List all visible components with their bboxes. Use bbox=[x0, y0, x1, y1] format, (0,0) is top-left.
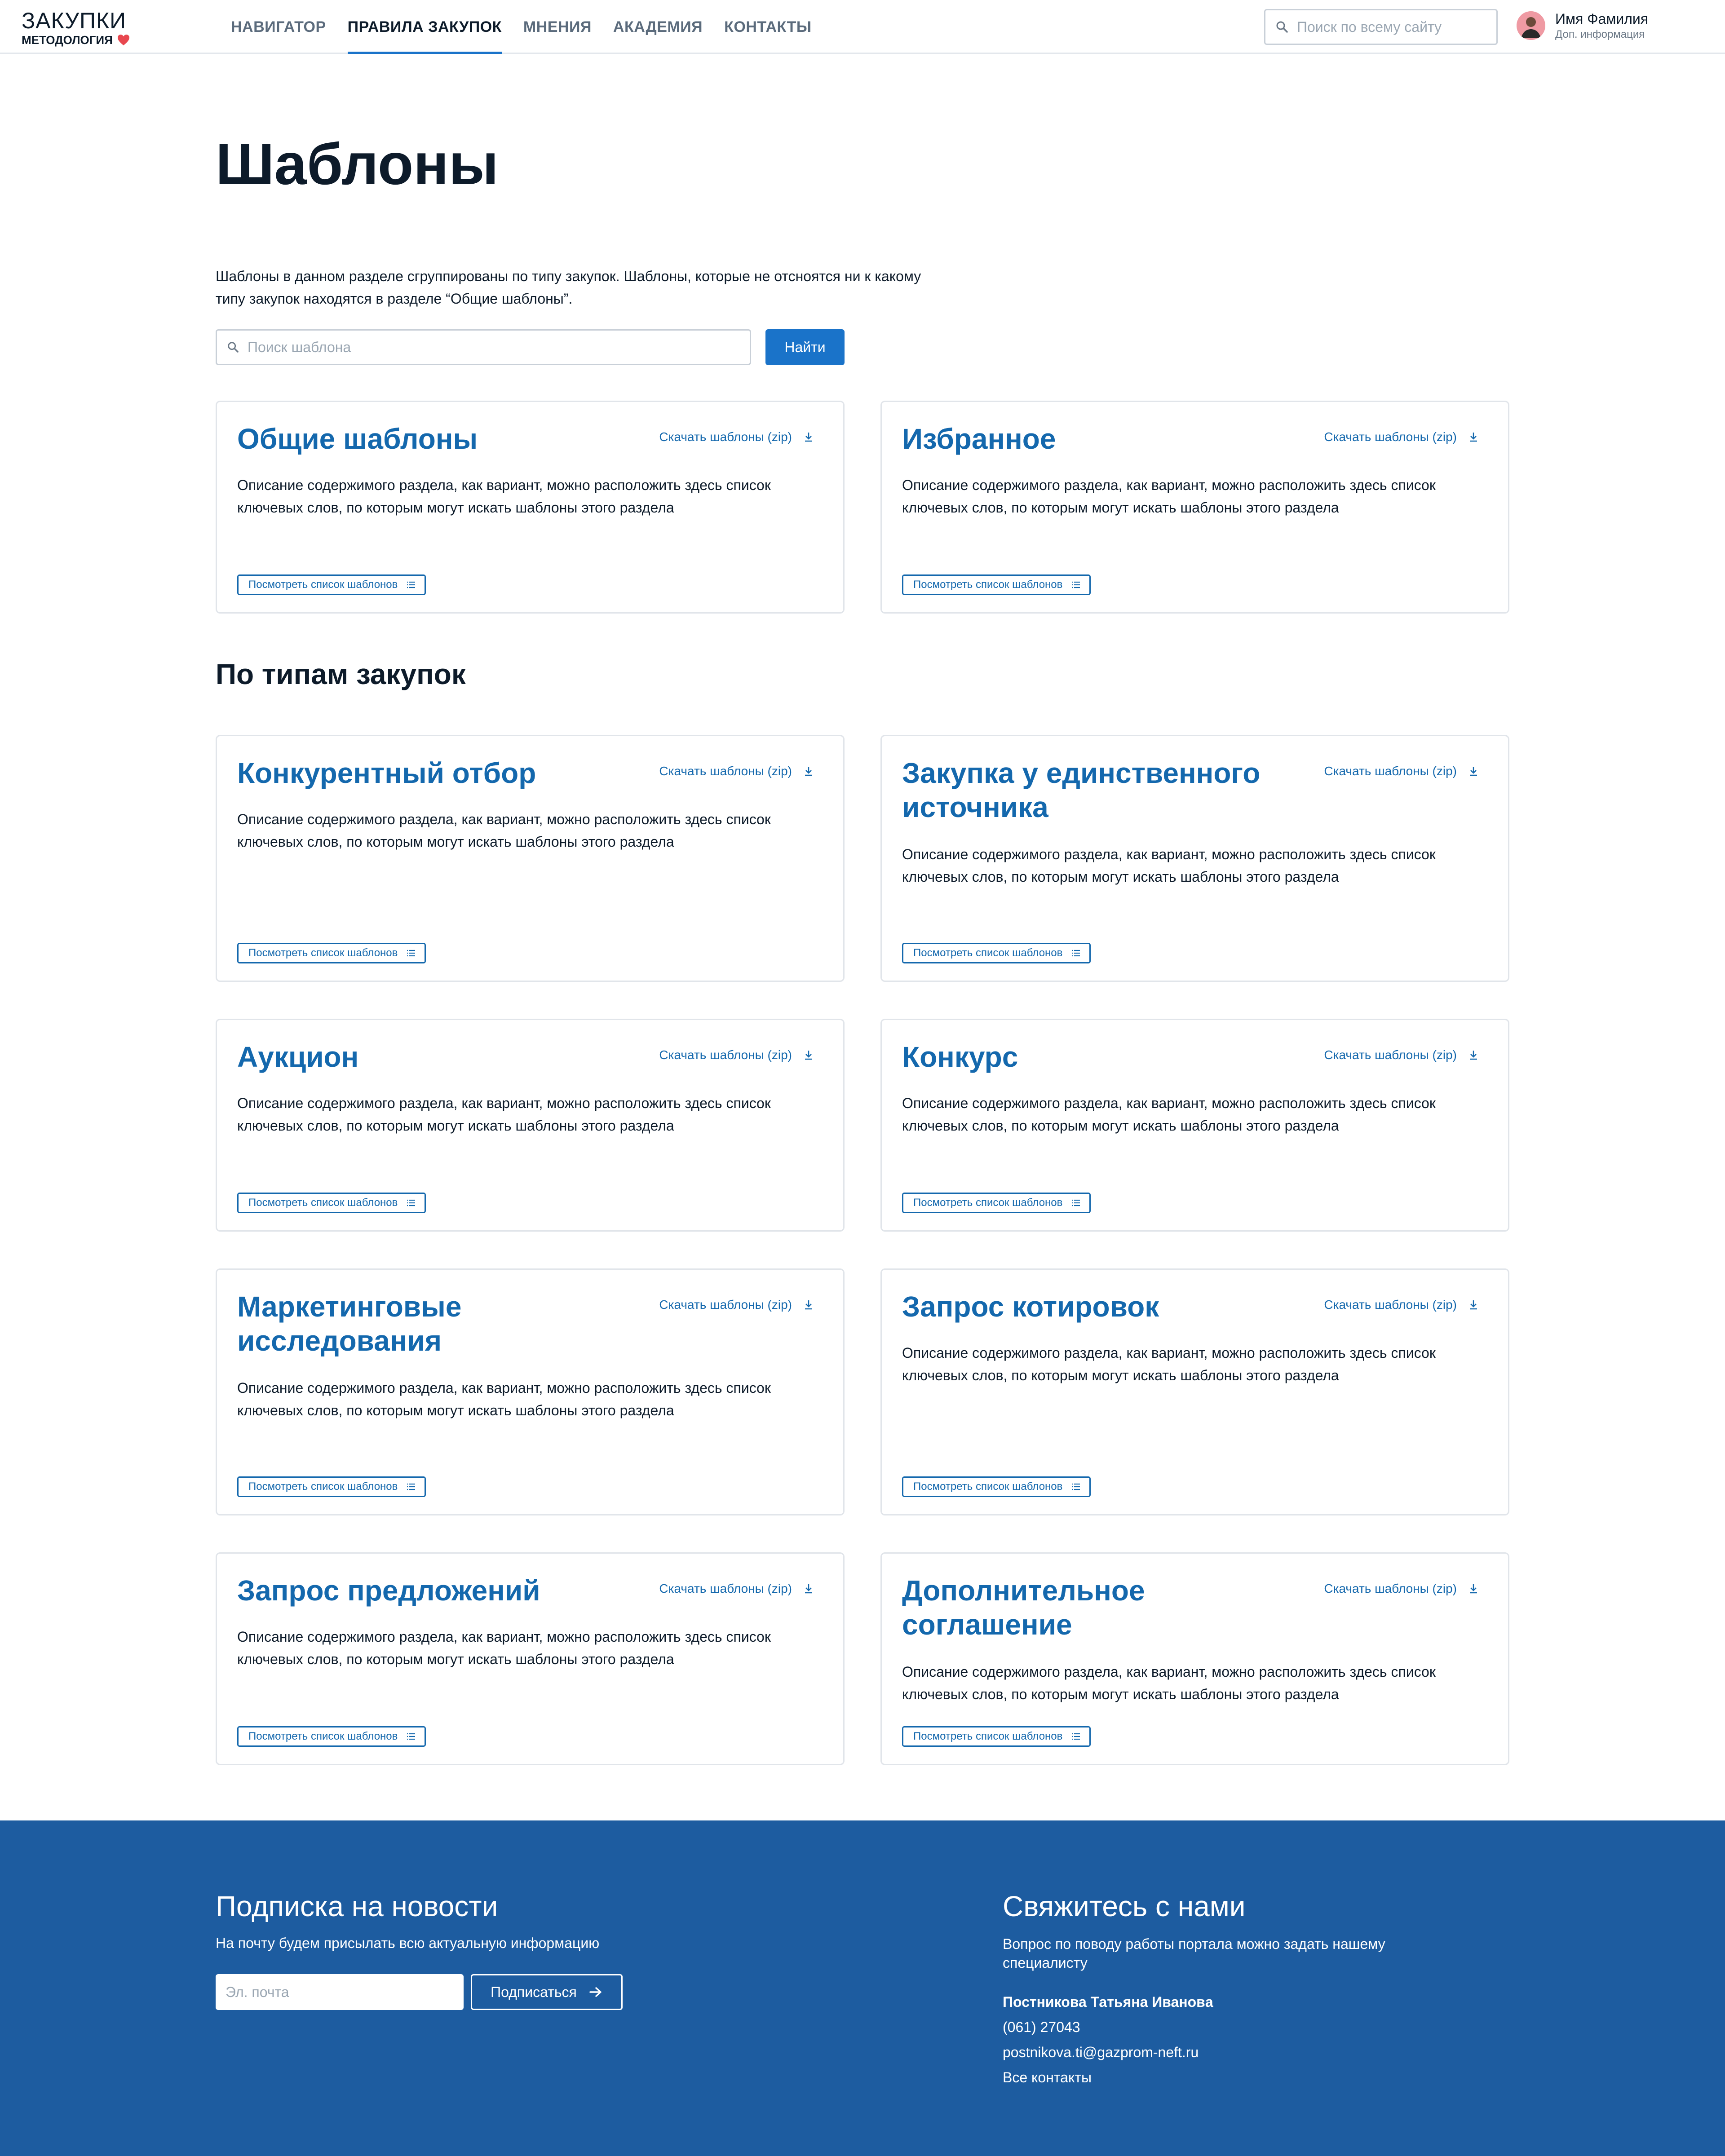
template-card-single-source bbox=[880, 735, 1509, 982]
view-templates-label: Посмотреть список шаблонов bbox=[913, 1730, 1063, 1742]
download-zip-link[interactable] bbox=[659, 1298, 814, 1312]
contact-text: Вопрос по поводу работы портала можно задать нашему специалисту bbox=[1003, 1936, 1385, 1971]
subscribe-title: Подписка на новости bbox=[216, 1890, 498, 1922]
user-avatar-icon bbox=[1517, 11, 1545, 40]
download-icon bbox=[1468, 766, 1478, 777]
subscribe-button[interactable] bbox=[471, 1974, 623, 2010]
view-templates-label: Посмотреть список шаблонов bbox=[248, 1197, 398, 1209]
contact-name: Постникова Татьяна Ивановa bbox=[1003, 1994, 1213, 2010]
list-icon bbox=[1071, 1199, 1080, 1206]
download-zip-label: Скачать шаблоны (zip) bbox=[659, 764, 792, 778]
download-zip-label: Скачать шаблоны (zip) bbox=[1324, 1048, 1457, 1062]
download-zip-link[interactable] bbox=[659, 764, 814, 778]
view-templates-button[interactable] bbox=[902, 1476, 1091, 1497]
list-icon bbox=[407, 581, 416, 588]
card-title[interactable]: Закупка у единственного источника bbox=[902, 757, 1261, 823]
contact-phone[interactable]: (061) 27043 bbox=[1003, 2019, 1080, 2035]
logo-subtitle bbox=[22, 33, 130, 47]
download-zip-link[interactable] bbox=[1324, 764, 1478, 778]
nav-item-opinions[interactable]: МНЕНИЯ bbox=[523, 18, 592, 35]
download-zip-link[interactable] bbox=[1324, 1582, 1478, 1596]
view-templates-button[interactable] bbox=[237, 943, 426, 963]
card-title[interactable]: Конкурентный отбор bbox=[237, 757, 536, 789]
download-icon bbox=[1468, 432, 1478, 442]
view-templates-label: Посмотреть список шаблонов bbox=[248, 1480, 398, 1493]
download-zip-label: Скачать шаблоны (zip) bbox=[1324, 764, 1457, 778]
template-card-supplementary-agreement bbox=[880, 1552, 1509, 1765]
view-templates-button[interactable] bbox=[902, 574, 1091, 595]
arrow-right-icon bbox=[589, 1986, 603, 1998]
download-zip-label: Скачать шаблоны (zip) bbox=[1324, 1298, 1457, 1312]
email-field[interactable] bbox=[216, 1974, 464, 2010]
section-title: По типам закупок bbox=[216, 658, 466, 690]
card-title[interactable]: Запрос предложений bbox=[237, 1574, 540, 1607]
view-templates-button[interactable] bbox=[237, 1476, 426, 1497]
view-templates-label: Посмотреть список шаблонов bbox=[248, 1730, 398, 1742]
download-icon bbox=[804, 1050, 814, 1060]
subscribe-text: На почту будем присылать всю актуальную информацию bbox=[216, 1935, 600, 1951]
download-zip-link[interactable] bbox=[1324, 1048, 1478, 1062]
download-zip-label: Скачать шаблоны (zip) bbox=[659, 1298, 792, 1312]
view-templates-button[interactable] bbox=[902, 943, 1091, 963]
download-icon bbox=[804, 432, 814, 442]
card-title[interactable]: Маркетинговые исследования bbox=[237, 1290, 462, 1357]
card-description: Описание содержимого раздела, как вариант, можно расположить здесь список ключевых слов, по которым могут искать шаблоны этого раздела bbox=[902, 1664, 1436, 1702]
card-title[interactable]: Аукцион bbox=[237, 1041, 359, 1073]
download-icon bbox=[804, 1299, 814, 1310]
view-templates-label: Посмотреть список шаблонов bbox=[913, 947, 1063, 959]
list-icon bbox=[1071, 1483, 1080, 1490]
list-icon bbox=[1071, 581, 1080, 588]
download-icon bbox=[1468, 1583, 1478, 1594]
view-templates-button[interactable] bbox=[237, 1726, 426, 1747]
logo-title: ЗАКУПКИ bbox=[22, 8, 127, 33]
template-card-tender bbox=[880, 1019, 1509, 1232]
search-icon bbox=[227, 341, 239, 353]
card-title[interactable]: Общие шаблоны bbox=[237, 423, 478, 455]
download-icon bbox=[804, 1583, 814, 1594]
card-title[interactable]: Запрос котировок bbox=[902, 1290, 1159, 1323]
list-icon bbox=[407, 1733, 416, 1740]
template-card-competitive-selection bbox=[216, 735, 845, 982]
page-title: Шаблоны bbox=[216, 131, 499, 197]
download-icon bbox=[1468, 1050, 1478, 1060]
heart-icon bbox=[117, 34, 130, 46]
card-description: Описание содержимого раздела, как вариант, можно расположить здесь список ключевых слов, по которым могут искать шаблоны этого раздела bbox=[237, 1629, 771, 1667]
nav-item-navigator[interactable]: НАВИГАТОР bbox=[231, 18, 326, 35]
view-templates-button[interactable] bbox=[902, 1193, 1091, 1213]
download-zip-label: Скачать шаблоны (zip) bbox=[1324, 430, 1457, 444]
user-text bbox=[1555, 10, 1648, 41]
view-templates-label: Посмотреть список шаблонов bbox=[248, 947, 398, 959]
view-templates-label: Посмотреть список шаблонов bbox=[913, 1197, 1063, 1209]
card-description: Описание содержимого раздела, как вариант, можно расположить здесь список ключевых слов, по которым могут искать шаблоны этого раздела bbox=[902, 1095, 1436, 1134]
view-templates-label: Посмотреть список шаблонов bbox=[913, 579, 1063, 591]
subscribe-button-label: Подписаться bbox=[491, 1984, 577, 2000]
user-name: Имя Фамилия bbox=[1555, 11, 1649, 27]
view-templates-button[interactable] bbox=[237, 574, 426, 595]
card-title[interactable]: Дополнительное соглашение bbox=[902, 1574, 1145, 1641]
list-icon bbox=[407, 1199, 416, 1206]
card-description: Описание содержимого раздела, как вариант, можно расположить здесь список ключевых слов, по которым могут искать шаблоны этого раздела bbox=[237, 477, 771, 516]
logo[interactable] bbox=[22, 8, 130, 47]
template-card-quotation-request bbox=[880, 1268, 1509, 1515]
download-zip-link[interactable] bbox=[659, 430, 814, 444]
download-icon bbox=[1468, 1299, 1478, 1310]
template-search-input[interactable] bbox=[248, 339, 733, 356]
site-footer bbox=[0, 1820, 1725, 2156]
view-templates-label: Посмотреть список шаблонов bbox=[248, 579, 398, 591]
nav-item-procurement-rules[interactable]: ПРАВИЛА ЗАКУПОК bbox=[348, 0, 502, 54]
download-zip-link[interactable] bbox=[659, 1582, 814, 1596]
site-search-input[interactable] bbox=[1297, 19, 1486, 35]
main-nav bbox=[231, 0, 812, 54]
download-zip-label: Скачать шаблоны (zip) bbox=[659, 430, 792, 444]
download-zip-label: Скачать шаблоны (zip) bbox=[1324, 1582, 1457, 1595]
download-zip-link[interactable] bbox=[659, 1048, 814, 1062]
view-templates-label: Посмотреть список шаблонов bbox=[913, 1480, 1063, 1493]
list-icon bbox=[407, 1483, 416, 1490]
search-icon bbox=[1275, 20, 1289, 34]
site-header bbox=[0, 0, 1725, 54]
list-icon bbox=[1071, 950, 1080, 957]
logo-subtitle-text: МЕТОДОЛОГИЯ bbox=[22, 33, 113, 47]
view-templates-button[interactable] bbox=[902, 1726, 1091, 1747]
template-card-auction bbox=[216, 1019, 845, 1232]
download-zip-label: Скачать шаблоны (zip) bbox=[659, 1582, 792, 1595]
card-description: Описание содержимого раздела, как вариант, можно расположить здесь список ключевых слов, по которым могут искать шаблоны этого раздела bbox=[902, 846, 1436, 885]
card-description: Описание содержимого раздела, как вариант, можно расположить здесь список ключевых слов, по которым могут искать шаблоны этого раздела bbox=[902, 477, 1436, 516]
nav-item-academy[interactable]: АКАДЕМИЯ bbox=[613, 18, 703, 35]
card-title[interactable]: Избранное bbox=[902, 423, 1056, 455]
template-card-favorites bbox=[880, 401, 1509, 614]
user-profile[interactable] bbox=[1517, 10, 1648, 41]
download-icon bbox=[804, 766, 814, 777]
download-zip-link[interactable] bbox=[1324, 430, 1478, 444]
template-search-box bbox=[216, 329, 751, 365]
intro-text: Шаблоны в данном разделе сгруппированы по типу закупок. Шаблоны, которые не отсноятся ни к какому типу закупок находятся в разделе “Общие шаблоны”. bbox=[216, 268, 921, 307]
template-card-general bbox=[216, 401, 845, 614]
card-description: Описание содержимого раздела, как вариант, можно расположить здесь список ключевых слов, по которым могут искать шаблоны этого раздела bbox=[237, 811, 771, 850]
contact-title: Свяжитесь с нами bbox=[1003, 1890, 1246, 1922]
template-card-proposal-request bbox=[216, 1552, 845, 1765]
view-templates-button[interactable] bbox=[237, 1193, 426, 1213]
card-description: Описание содержимого раздела, как вариант, можно расположить здесь список ключевых слов, по которым могут искать шаблоны этого раздела bbox=[237, 1095, 771, 1134]
site-search-box bbox=[1264, 9, 1498, 45]
card-title[interactable]: Конкурс bbox=[902, 1041, 1018, 1073]
template-card-marketing-research bbox=[216, 1268, 845, 1515]
list-icon bbox=[407, 950, 416, 957]
avatar[interactable] bbox=[1517, 11, 1545, 40]
card-description: Описание содержимого раздела, как вариант, можно расположить здесь список ключевых слов, по которым могут искать шаблоны этого раздела bbox=[237, 1380, 771, 1418]
download-zip-link[interactable] bbox=[1324, 1298, 1478, 1312]
all-contacts-link[interactable]: Все контакты bbox=[1003, 2069, 1092, 2085]
card-description: Описание содержимого раздела, как вариант, можно расположить здесь список ключевых слов, по которым могут искать шаблоны этого раздела bbox=[902, 1345, 1436, 1383]
nav-item-contacts[interactable]: КОНТАКТЫ bbox=[724, 18, 812, 35]
download-zip-label: Скачать шаблоны (zip) bbox=[659, 1048, 792, 1062]
user-info: Доп. информация bbox=[1555, 28, 1645, 40]
find-button[interactable]: Найти bbox=[765, 329, 845, 365]
list-icon bbox=[1071, 1733, 1080, 1740]
contact-email[interactable]: postnikova.ti@gazprom-neft.ru bbox=[1003, 2044, 1199, 2060]
